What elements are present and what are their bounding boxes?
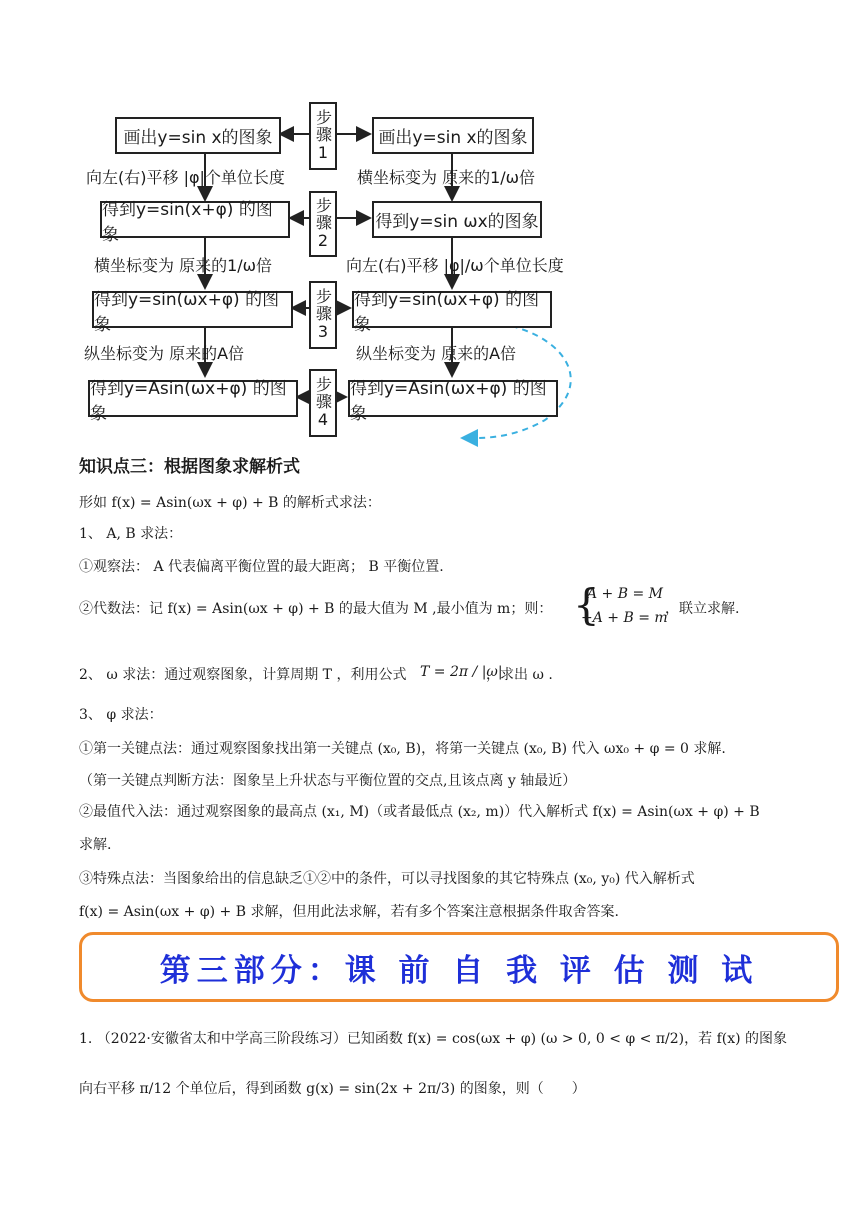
phi-extreme-value-2: 求解. [79,837,112,853]
step-box-4: 步骤4 [309,369,337,437]
flow-right-box-1: 画出y=sin x的图象 [372,117,534,154]
flow-left-label-2: 横坐标变为 原来的1/ω倍 [94,256,273,275]
section-title: 知识点三：根据图象求解析式 [79,457,300,477]
phi-first-key-note: （第一关键点判断方法：图象呈上升状态与平衡位置的交点,且该点离 y 轴最近） [79,773,577,789]
step-box-2: 步骤2 [309,191,337,257]
flow-right-box-2: 得到y=sin ωx的图象 [372,201,542,238]
system-eq-1: A + B = M [587,586,663,602]
step-box-3: 步骤3 [309,281,337,349]
system-eq-2: −A + B = m [581,610,668,626]
ab-observation: ①观察法： A 代表偏离平衡位置的最大距离； B 平衡位置. [79,559,444,575]
flow-right-label-3: 纵坐标变为 原来的A倍 [356,344,517,363]
phi-special-point-2: f(x) = Asin(ωx + φ) + B 求解，但用此法求解，若有多个答案注意根据条件取舍答案. [79,904,619,920]
question-1-line-2: 向右平移 π/12 个单位后，得到函数 g(x) = sin(2x + 2π/3) 的图象，则（ ） [79,1081,586,1097]
question-1-line-1: 1. （2022·安徽省太和中学高三阶段练习）已知函数 f(x) = cos(ωx + φ) (ω > 0, 0 < φ < π/2)，若 f(x) 的图象 [79,1031,788,1047]
ab-algebra: ②代数法：记 f(x) = Asin(ωx + φ) + B 的最大值为 M ,最小值为 m；则： [79,601,553,617]
omega-formula: T = 2π / |ω| [420,664,503,680]
flow-left-label-3: 纵坐标变为 原来的A倍 [84,344,245,363]
equation-system: { A + B = M −A + B = m [573,580,668,629]
step-box-1: 步骤1 [309,102,337,170]
part-three-banner [79,932,839,1002]
flow-left-box-2: 得到y=sin(x+φ) 的图象 [100,201,290,238]
flow-right-box-3: 得到y=sin(ωx+φ) 的图象 [352,291,552,328]
phi-first-key-point: ①第一关键点法：通过观察图象找出第一关键点 (x₀, B)，将第一关键点 (x₀, B) 代入 ωx₀ + φ = 0 求解. [79,741,726,757]
banner-title: 第三部分：课 前 自 我 评 估 测 试 [159,952,759,989]
ab-algebra-end: ，联立求解. [665,601,740,617]
ab-method-title: 1、 A, B 求法： [79,526,183,542]
flow-left-label-1: 向左(右)平移 |φ|个单位长度 [86,168,285,187]
omega-method: 2、 ω 求法：通过观察图象，计算周期 T ，利用公式 [79,667,407,683]
section-intro: 形如 f(x) = Asin(ωx + φ) + B 的解析式求法： [79,495,381,511]
phi-extreme-value: ②最值代入法：通过观察图象的最高点 (x₁, M)（或者最低点 (x₂, m)）代入解析式 f(x) = Asin(ωx + φ) + B [79,804,760,820]
flow-left-box-4: 得到y=Asin(ωx+φ) 的图象 [88,380,298,417]
phi-special-point: ③特殊点法：当图象给出的信息缺乏①②中的条件，可以寻找图象的其它特殊点 (x₀, y₀) 代入解析式 [79,871,695,887]
phi-method-title: 3、 φ 求法： [79,707,163,723]
omega-method-end: ，求出 ω . [486,667,553,683]
flow-left-box-3: 得到y=sin(ωx+φ) 的图象 [92,291,293,328]
flow-left-box-1: 画出y=sin x的图象 [115,117,281,154]
flow-right-box-4: 得到y=Asin(ωx+φ) 的图象 [348,380,558,417]
flow-right-label-2: 向左(右)平移 |φ|/ω个单位长度 [346,256,564,275]
flow-right-label-1: 横坐标变为 原来的1/ω倍 [357,168,536,187]
